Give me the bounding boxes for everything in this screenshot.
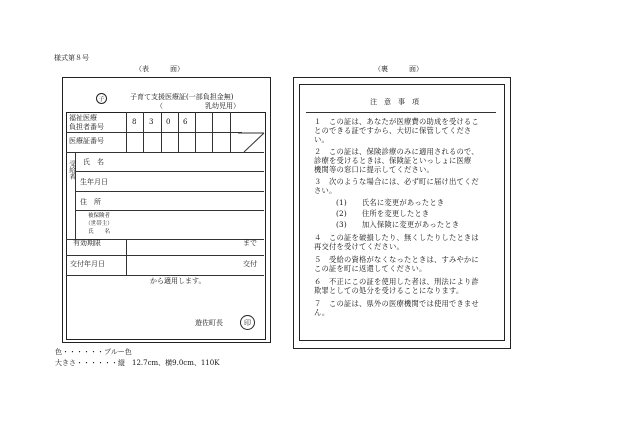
note-line: い。 bbox=[314, 135, 329, 144]
seal-icon: 印 bbox=[240, 315, 255, 330]
note-line: ７ この証は、県外の医療機関では使用できませ bbox=[314, 299, 479, 308]
note-line: ５ 受給の資格がなくなったときは、すみやかに bbox=[314, 255, 479, 264]
insured-label-3: 氏 名 bbox=[87, 229, 110, 235]
form-number: 様式第８号 bbox=[54, 54, 89, 62]
note-line: 再交付を受けてください。 bbox=[314, 242, 404, 251]
birth-label: 生年月日 bbox=[80, 178, 108, 186]
note-line: １ この証は、あなたが医療費の助成を受けるこ bbox=[314, 117, 479, 126]
size-spec: 大きさ・・・・・・縦 12.7cm、横9.0cm、110K bbox=[55, 359, 220, 367]
note-line: ん。 bbox=[314, 308, 330, 317]
issue-label: 交付年月日 bbox=[70, 260, 105, 268]
note-line: 機関等の窓口に提示してください。 bbox=[314, 165, 434, 174]
insurer-digit-2: 3 bbox=[149, 118, 154, 126]
valid-suffix: まで bbox=[243, 239, 257, 247]
insured-label bbox=[79, 212, 119, 236]
note-line: 診療を受けるときは、保険証といっしょに医療 bbox=[314, 156, 472, 165]
back-side-label: （裏 面） bbox=[374, 65, 423, 73]
recipient-label: 受給者 bbox=[68, 160, 76, 180]
card-subtitle: （ 乳幼児用） bbox=[156, 102, 240, 110]
valid-label: 有効期限 bbox=[73, 239, 101, 247]
note-line: さい。 bbox=[314, 186, 337, 195]
back-inner-frame bbox=[299, 84, 505, 341]
insured-label-2: （世帯主） bbox=[85, 221, 113, 227]
color-spec: 色・・・・・・ブルー色 bbox=[55, 348, 132, 356]
insurer-label-2: 負担者番号 bbox=[69, 123, 104, 131]
notes-heading: 注 意 事 項 bbox=[370, 98, 419, 106]
front-side-label: （表 面） bbox=[135, 65, 184, 73]
note-line: 欺罪としての処分を受けることになります。 bbox=[314, 286, 464, 295]
issuer-name: 遊佐町長 bbox=[195, 319, 223, 327]
card-title: 子育て支援医療証(一部負担金無) bbox=[130, 93, 234, 101]
note-line: ４ この証を破損したり、無くしたりしたときは bbox=[314, 233, 479, 242]
note-line: ３ 次のような場合には、必ず町に届け出てくだ bbox=[314, 177, 479, 186]
insurer-label-1: 福祉医療 bbox=[69, 114, 97, 122]
issue-suffix: 交付 bbox=[243, 260, 257, 268]
note-line: とのできる証ですから、大切に保管してくださ bbox=[314, 126, 472, 135]
note-line: (3) 加入保険に変更があったとき bbox=[336, 220, 460, 229]
note-line: この証を町に返還してください。 bbox=[314, 264, 427, 273]
note-line: (1) 氏名に変更があったとき bbox=[336, 198, 445, 207]
insurer-digit-1: 8 bbox=[132, 118, 137, 126]
note-line: ２ この証は、保険診療のみに適用されるので、 bbox=[314, 147, 479, 156]
note-line: ６ 不正にこの証を使用した者は、刑法により詐 bbox=[314, 277, 479, 286]
address-label: 住 所 bbox=[80, 198, 101, 206]
insured-label-1: 被保険者 bbox=[87, 213, 110, 219]
child-mark-icon: 子 bbox=[96, 93, 107, 104]
applied-text: から適用します。 bbox=[150, 277, 206, 285]
name-label: 氏 名 bbox=[83, 158, 104, 166]
insurer-digit-3: 0 bbox=[166, 118, 171, 126]
note-line: (2) 住所を変更したとき bbox=[336, 209, 430, 218]
cert-number-label: 医療証番号 bbox=[69, 137, 104, 145]
insurer-digit-4: 6 bbox=[183, 118, 188, 126]
corner-diagonal bbox=[230, 112, 266, 154]
